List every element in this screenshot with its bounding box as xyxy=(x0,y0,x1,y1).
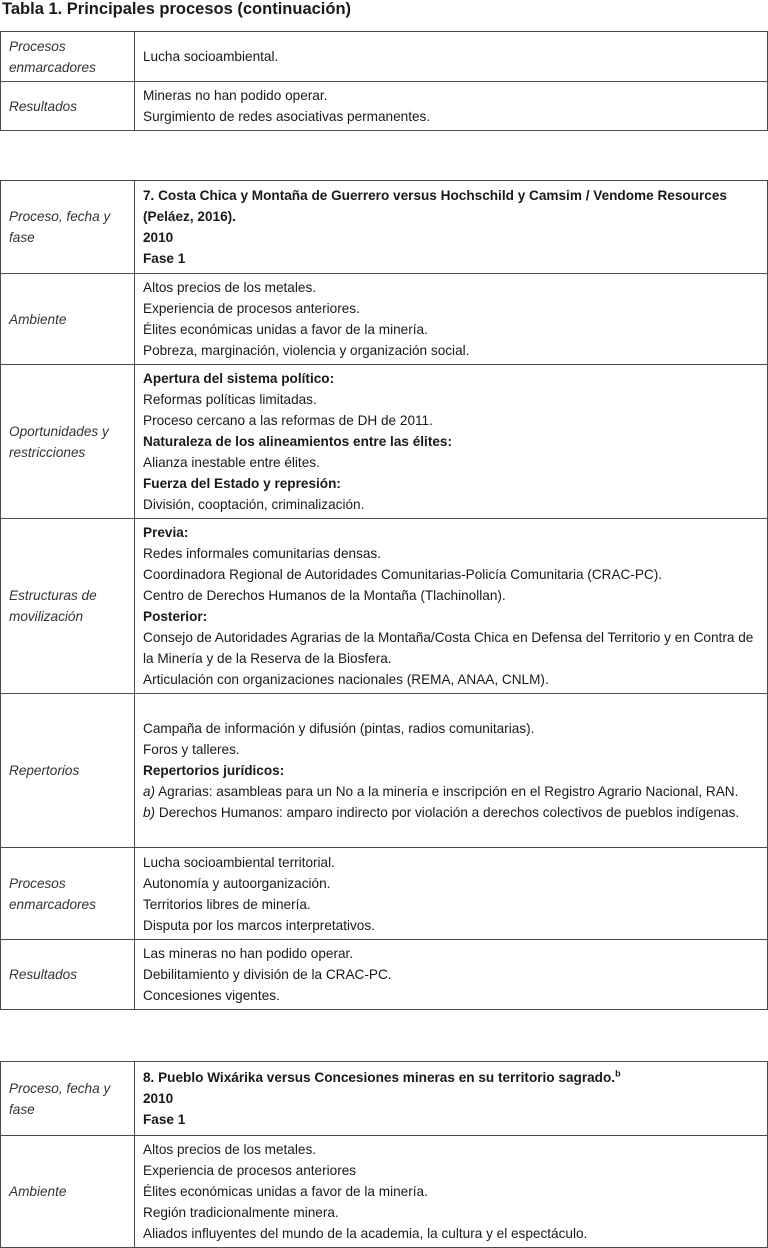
row-label-resultados: Resultados xyxy=(1,940,135,1010)
process-title-text: 8. Pueblo Wixárika versus Concesiones mineras en su territorio sagrado. xyxy=(143,1070,616,1085)
table-row xyxy=(1,694,768,848)
row-value-resultados xyxy=(135,82,768,131)
table-row xyxy=(1,519,768,694)
text-line: Centro de Derechos Humanos de la Montaña (Tlachinollan). xyxy=(143,588,506,603)
subheading: Naturaleza de los alineamientos entre las élites: xyxy=(143,434,452,449)
row-value-proceso xyxy=(135,181,768,274)
text-line: División, cooptación, criminalización. xyxy=(143,497,365,512)
text-line: Concesiones vigentes. xyxy=(143,988,280,1003)
list-text: Derechos Humanos: amparo indirecto por violación a derechos colectivos de pueblos indígenas. xyxy=(155,805,740,820)
row-label-procesos-enmarcadores: Procesos enmarcadores xyxy=(1,848,135,940)
text-line: Mineras no han podido operar. xyxy=(143,88,328,103)
row-value-ambiente xyxy=(135,274,768,365)
table-row xyxy=(1,32,768,82)
subheading: Fuerza del Estado y represión: xyxy=(143,476,341,491)
text-line: Coordinadora Regional de Autoridades Comunitarias-Policía Comunitaria (CRAC-PC). xyxy=(143,567,663,582)
table-row xyxy=(1,1136,768,1248)
row-value-oportunidades xyxy=(135,365,768,519)
text-line: Articulación con organizaciones nacionales (REMA, ANAA, CNLM). xyxy=(143,672,549,687)
list-text: Agrarias: asambleas para un No a la minería e inscripción en el Registro Agrario Nacional, RAN. xyxy=(155,784,739,799)
footnote-marker: b xyxy=(615,1068,621,1079)
process-title xyxy=(143,1067,761,1088)
row-label-resultados: Resultados xyxy=(1,82,135,131)
row-label-ambiente: Ambiente xyxy=(1,1136,135,1248)
row-label-proceso: Proceso, fecha y fase xyxy=(1,1062,135,1136)
text-line: Reformas políticas limitadas. xyxy=(143,392,317,407)
row-value-repertorios xyxy=(135,694,768,848)
table-row xyxy=(1,940,768,1010)
process-phase: Fase 1 xyxy=(143,251,186,266)
table-row xyxy=(1,1062,768,1136)
text-line: Campaña de información y difusión (pintas, radios comunitarias). xyxy=(143,721,535,736)
text-line: Disputa por los marcos interpretativos. xyxy=(143,917,375,933)
list-item-a xyxy=(143,781,761,802)
row-value-resultados xyxy=(135,940,768,1010)
text-line: Experiencia de procesos anteriores xyxy=(143,1163,357,1178)
row-label-oportunidades: Oportunidades y restricciones xyxy=(1,365,135,519)
table-row xyxy=(1,848,768,940)
row-label-proceso: Proceso, fecha y fase xyxy=(1,181,135,274)
row-value-procesos-enmarcadores xyxy=(135,848,768,940)
row-label-ambiente: Ambiente xyxy=(1,274,135,365)
process-phase: Fase 1 xyxy=(143,1112,186,1127)
row-value-proceso xyxy=(135,1062,768,1136)
process-year: 2010 xyxy=(143,1091,174,1106)
row-label-repertorios: Repertorios xyxy=(1,694,135,848)
list-item-b xyxy=(143,802,761,823)
text-line: Élites económicas unidas a favor de la minería. xyxy=(143,322,428,337)
text-line: Lucha socioambiental. xyxy=(143,49,279,64)
subheading: Posterior: xyxy=(143,609,208,624)
subheading: Apertura del sistema político: xyxy=(143,371,335,386)
table-caption: Tabla 1. Principales procesos (continuación) xyxy=(2,0,352,18)
text-line: Experiencia de procesos anteriores. xyxy=(143,301,360,316)
text-line: Las mineras no han podido operar. xyxy=(143,946,354,961)
text-line: Debilitamiento y división de la CRAC-PC. xyxy=(143,967,392,982)
subheading: Previa: xyxy=(143,525,189,540)
process-table-continuation xyxy=(0,31,768,131)
process-title: 7. Costa Chica y Montaña de Guerrero versus Hochschild y Camsim / Vendome Resources (Peláez, 2016). xyxy=(143,188,727,224)
row-value-estructuras xyxy=(135,519,768,694)
text-line: Región tradicionalmente minera. xyxy=(143,1205,339,1220)
text-line: Aliados influyentes del mundo de la academia, la cultura y el espectáculo. xyxy=(143,1226,588,1241)
process-8-table xyxy=(0,1061,768,1248)
process-7-table xyxy=(0,180,768,1010)
text-line: Foros y talleres. xyxy=(143,742,240,757)
subheading: Repertorios jurídicos: xyxy=(143,763,285,778)
text-line: Consejo de Autoridades Agrarias de la Montaña/Costa Chica en Defensa del Territorio y en Contra de la Minería y de la Reserva de la Biosfera. xyxy=(143,630,754,666)
text-line: Proceso cercano a las reformas de DH de 2011. xyxy=(143,413,433,428)
table-row xyxy=(1,181,768,274)
text-line: Territorios libres de minería. xyxy=(143,896,311,912)
table-row xyxy=(1,274,768,365)
text-line: Alianza inestable entre élites. xyxy=(143,455,320,470)
text-line: Autonomía y autoorganización. xyxy=(143,875,331,891)
row-label-estructuras: Estructuras de movilización xyxy=(1,519,135,694)
list-marker: a) xyxy=(143,784,156,799)
text-line: Élites económicas unidas a favor de la minería. xyxy=(143,1184,428,1199)
list-marker: b) xyxy=(143,805,156,820)
row-value-ambiente xyxy=(135,1136,768,1248)
text-line: Redes informales comunitarias densas. xyxy=(143,546,382,561)
row-value-procesos-enmarcadores xyxy=(135,32,768,82)
row-label-procesos-enmarcadores: Procesos enmarcadores xyxy=(1,32,135,82)
text-line: Pobreza, marginación, violencia y organización social. xyxy=(143,343,470,358)
text-line: Lucha socioambiental territorial. xyxy=(143,854,335,870)
table-row xyxy=(1,365,768,519)
text-line: Altos precios de los metales. xyxy=(143,280,317,295)
text-line: Surgimiento de redes asociativas permanentes. xyxy=(143,109,431,124)
table-row xyxy=(1,82,768,131)
process-year: 2010 xyxy=(143,230,174,245)
text-line: Altos precios de los metales. xyxy=(143,1142,317,1157)
